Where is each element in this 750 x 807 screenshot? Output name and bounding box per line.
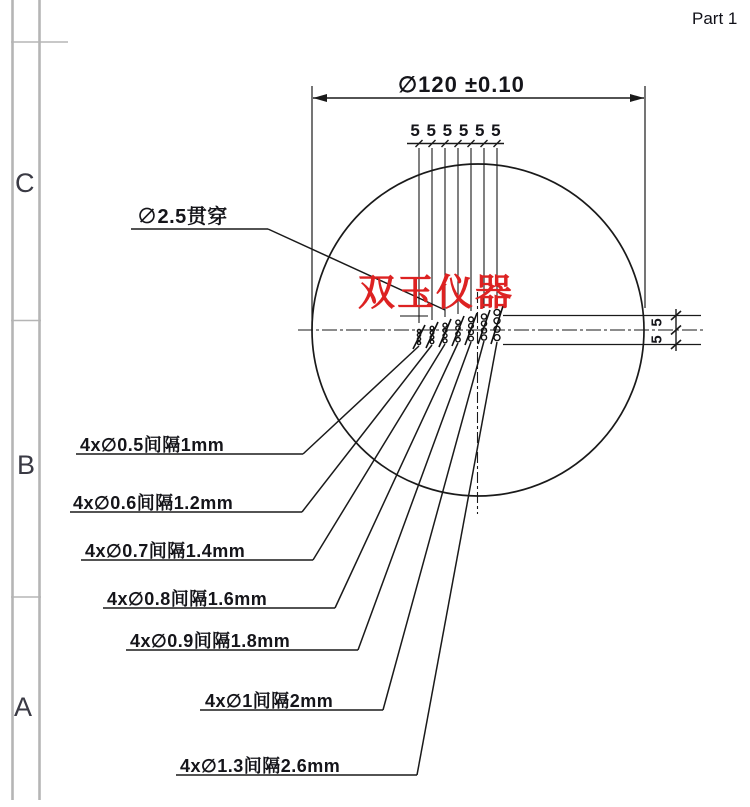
hole-label-0.9: 4x∅0.9间隔1.8mm [130, 631, 291, 651]
row-spacing-value-top: 5 [648, 318, 666, 327]
hole-label-1.0: 4x∅1间隔2mm [205, 691, 334, 711]
sheet-border-lines [11, 0, 68, 800]
zone-letter-a: A [14, 692, 33, 722]
diameter-dimension-text: ∅120 ±0.10 [398, 72, 525, 97]
spacing-value: 5 [458, 121, 469, 140]
hole-label-0.6: 4x∅0.6间隔1.2mm [73, 493, 234, 513]
spacing-value: 5 [491, 121, 501, 140]
center-lines [298, 292, 706, 514]
zone-letter-b: B [17, 450, 36, 480]
spacing-value: 5 [410, 121, 420, 140]
zone-letter-c: C [15, 168, 35, 198]
spacing-value: 5 [474, 121, 485, 140]
part-title: Part 1 [692, 9, 738, 28]
hole-label-0.5: 4x∅0.5间隔1mm [80, 435, 225, 455]
spacing-value: 5 [426, 121, 436, 140]
spacing-dimension-row [407, 121, 504, 141]
watermark-text: 双玉仪器 [358, 270, 514, 314]
row-spacing-value-bottom: 5 [648, 335, 666, 344]
through-hole-label: ∅2.5贯穿 [137, 206, 228, 228]
hole-label-0.8: 4x∅0.8间隔1.6mm [107, 589, 268, 609]
hole-label-0.7: 4x∅0.7间隔1.4mm [85, 541, 246, 561]
spacing-value: 5 [442, 121, 453, 140]
hole-label-1.3: 4x∅1.3间隔2.6mm [180, 756, 341, 776]
